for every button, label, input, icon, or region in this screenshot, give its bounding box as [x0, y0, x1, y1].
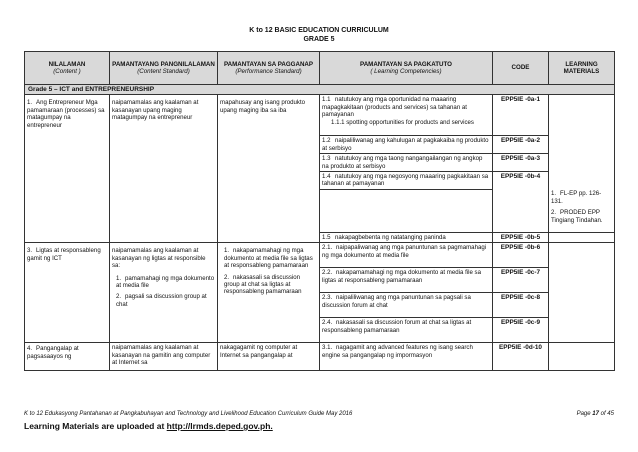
- header-code: CODE: [493, 52, 549, 85]
- header-content: NILALAMAN (Content ): [25, 52, 110, 85]
- materials-cell: [549, 95, 615, 189]
- list-item: 1. FL-EP pp. 126-131.: [551, 190, 602, 205]
- competency-cell: 1.5 nakapagbebenta ng natatanging paninda: [320, 233, 493, 243]
- header-learning-materials: LEARNING MATERIALS: [549, 52, 615, 85]
- header-performance-standard: PAMANTAYAN SA PAGGANAP (Performance Standard): [218, 52, 320, 85]
- header-learning-competencies: PAMANTAYAN SA PAGKATUTO ( Learning Competencies): [320, 52, 493, 85]
- table-row: [25, 243, 615, 268]
- code-cell: EPP5IE -0a-3: [493, 154, 549, 172]
- competency-cell: 3.1. nagagamit ang advanced features ng isang search engine sa pangangalap ng impormasyon: [320, 343, 493, 371]
- table-row: [25, 343, 615, 371]
- content-cell: 1. Ang Entrepreneur Mga pamamaraan (processes) sa matagumpay na entrepreneur: [25, 95, 110, 243]
- list-item: 2. nakasasali sa discussion group at chat sa ligtas at responsableng pamamaraan: [224, 273, 302, 296]
- code-cell: EPP5IE -0a-2: [493, 136, 549, 154]
- curriculum-table: [24, 51, 615, 371]
- performance-standard-cell: [218, 243, 320, 343]
- competency-cell: 2.4. nakasasali sa discussion forum at chat sa ligtas at responsableng pamamaraan: [320, 318, 493, 343]
- document-grade: GRADE 5: [303, 36, 335, 43]
- content-cell: 3. Ligtas at responsableng gamit ng ICT: [25, 243, 110, 343]
- competency-cell-spacer: [320, 189, 493, 232]
- content-standard-cell: naipamamalas ang kaalaman at kasanayan upang maging matagumpay na entrepreneur: [110, 95, 218, 243]
- grade-label: Grade 5 – ICT and ENTREPRENEURSHIP: [25, 85, 615, 95]
- materials-cell: [549, 343, 615, 371]
- competency-cell: 2.1. naipapaliwanag ang mga panuntunan sa pagmamahagi ng mga dokumento at media file: [320, 243, 493, 268]
- content-standard-cell: naipamamalas ang kaalaman at kasanayan ng ligtas at responsible sa: 1. pamamahagi ng mga dokumento at media file 2. pagsali sa discussion group at chat: [110, 243, 218, 343]
- page-number: Page 17 of 45: [576, 411, 614, 417]
- materials-cell: [549, 233, 615, 243]
- table-header-row: [25, 52, 615, 85]
- materials-list: [551, 190, 612, 224]
- footer-materials-note: Learning Materials are uploaded at http://lrmds.deped.gov.ph.: [24, 421, 273, 431]
- footer-guide-title: K to 12 Edukasyong Pantahanan at Pangkabuhayan and Technology and Livelihood Education Curriculum Guide May 2016: [24, 411, 353, 417]
- competency-cell: 2.3. naipaliliwanag ang mga panuntunan sa pagsali sa discussion forum at chat: [320, 293, 493, 318]
- competency-cell: 1.2 naipaliliwanag ang kahulugan at pagkakaiba ng produkto at serbisyo: [320, 136, 493, 154]
- lrmds-link[interactable]: http://lrmds.deped.gov.ph.: [166, 421, 273, 431]
- grade-row: [25, 85, 615, 95]
- materials-cell: [549, 189, 615, 232]
- performance-standard-cell: nakagagamit ng computer at Internet sa pangangalap at: [218, 343, 320, 371]
- competency-cell: 1.1 natutukoy ang mga oportunidad na maaaring mapagkakitaan (products and services) sa tahanan at pamayanan 1.1.1 spotting opportunities for products and services: [320, 95, 493, 136]
- competency-cell: 2.2. nakapamamahagi ng mga dokumento at media file sa ligtas at responsableng pamamaraan: [320, 268, 493, 293]
- content-cell: 4. Pangangalap at pagsasaayos ng: [25, 343, 110, 371]
- table-row: [25, 95, 615, 136]
- list-item: 1. nakapamamahagi ng mga dokumento at media file sa ligtas at responsableng pamamaraan: [224, 247, 313, 270]
- list-item: 2. PRODED EPP Tingiang Tindahan.: [551, 209, 603, 224]
- code-cell: EPP5IE -0c-9: [493, 318, 549, 343]
- code-cell: EPP5IE -0d-10: [493, 343, 549, 371]
- code-cell: EPP5IE -0b-4: [493, 172, 549, 233]
- code-cell: EPP5IE -0c-8: [493, 293, 549, 318]
- list-item: 1. pamamahagi ng mga dokumento at media file: [116, 274, 215, 290]
- competency-cell: 1.4 natutukoy ang mga negosyong maaaring pagkakitaan sa tahanan at pamayanan: [320, 172, 493, 190]
- competency-cell: 1.3 natutukoy ang mga taong nangangailangan ng angkop na produkto at serbisyo: [320, 154, 493, 172]
- code-cell: EPP5IE -0a-1: [493, 95, 549, 136]
- materials-cell: [549, 243, 615, 343]
- header-content-standard: PAMANTAYANG PANGNILALAMAN (Content Standard): [110, 52, 218, 85]
- list-item: 2. pagsali sa discussion group at chat: [116, 293, 207, 308]
- content-standard-cell: naipamamalas ang kaalaman at kasanayan na gamitin ang computer at Internet sa: [110, 343, 218, 371]
- performance-standard-cell: mapahusay ang isang produkto upang maging iba sa iba: [218, 95, 320, 243]
- code-cell: EPP5IE -0b-6: [493, 243, 549, 268]
- code-cell: EPP5IE -0b-5: [493, 233, 549, 243]
- document-title-block: [0, 26, 638, 44]
- document-title: K to 12 BASIC EDUCATION CURRICULUM: [249, 27, 389, 34]
- code-cell: EPP5IE -0c-7: [493, 268, 549, 293]
